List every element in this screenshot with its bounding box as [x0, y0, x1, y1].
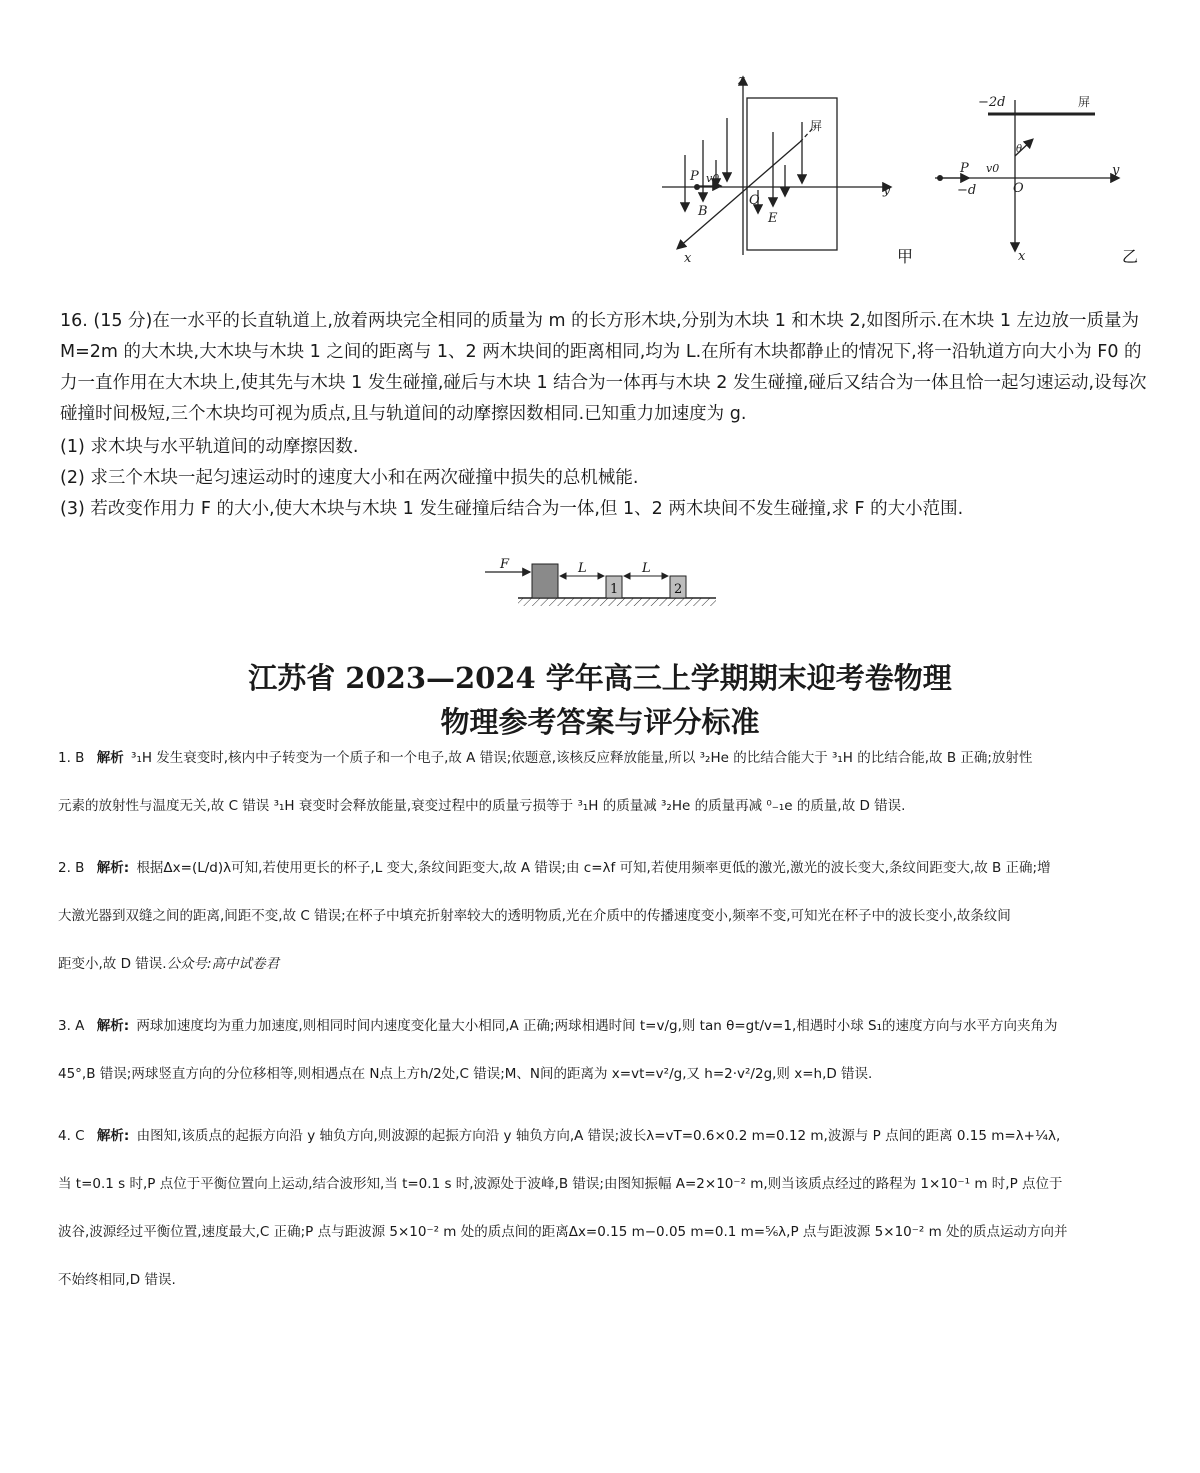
- track-hatch: [518, 598, 716, 606]
- label-v0: v0: [706, 172, 720, 185]
- label-y-yi: y: [1112, 163, 1120, 178]
- answer-number: 2. B: [58, 860, 85, 876]
- analysis-label: 解析:: [96, 860, 130, 876]
- answer-line: 45°,B 错误;两球竖直方向的分位移相等,则相遇点在 N点上方h/2处,C 错误;M、N间的距离为 x=vt=v²/g,又 h=2·v²/2g,则 x=h,D 错误.: [58, 1066, 873, 1082]
- answer-number: 1. B: [58, 750, 85, 766]
- answer-1: [58, 748, 1148, 816]
- label-theta: θ: [1016, 144, 1023, 155]
- answer-2: [58, 858, 1148, 974]
- problem-intro: 16. (15 分)在一水平的长直轨道上,放着两块完全相同的质量为 m 的长方形木块,分别为木块 1 和木块 2,如图所示.在木块 1 左边放一质量为 M=2m 的大木块,大木块与木块 1 之间的距离与 1、2 两木块间的距离相同,均为 L.在所有木块都静止的情况下,将一沿轨道方向大小为 F0 的力一直作用在大木块上,使其先与木块 1 发生碰撞,碰后与木块 1 结合为一体再与木块 2 发生碰撞,碰后又结合为一体且恰一起匀速运动,设每次碰撞时间极短,三个木块均可视为质点,且与轨道间的动摩擦因数相同.已知重力加速度为 g.: [60, 311, 1147, 424]
- analysis-label: 解析: [96, 750, 124, 766]
- answer-title: 物理参考答案与评分标准: [440, 705, 760, 739]
- answer-line: 波谷,波源经过平衡位置,速度最大,C 正确;P 点与距波源 5×10⁻² m 处的质点间的距离Δx=0.15 m−0.05 m=0.1 m=⅚λ,P 点与距波源 5×10⁻² m 处的质点运动方向并: [58, 1224, 1068, 1240]
- label-negd: −d: [957, 183, 977, 198]
- exam-title: 江苏省 2023—2024 学年高三上学期期末迎考卷物理: [248, 661, 952, 695]
- analysis-label: 解析:: [96, 1128, 130, 1144]
- label-screen-yi: 屏: [1078, 95, 1091, 109]
- label-x-yi: x: [1018, 249, 1026, 264]
- answer-line: 距变小,故 D 错误.: [58, 956, 167, 972]
- label-b: B: [698, 204, 708, 219]
- answers-section: [58, 748, 1148, 1290]
- answer-4: [58, 1126, 1148, 1290]
- label-p-yi: P: [960, 161, 969, 176]
- answer-line: 当 t=0.1 s 时,P 点位于平衡位置向上运动,结合波形知,当 t=0.1 s 时,波源处于波峰,B 错误;由图知振幅 A=2×10⁻² m,则当该质点经过的路程为 1×10⁻¹ m 时,P 点位于: [58, 1176, 1063, 1192]
- answer-line: ³₁H 发生衰变时,核内中子转变为一个质子和一个电子,故 A 错误;依题意,该核反应释放能量,所以 ³₂He 的比结合能大于 ³₁H 的比结合能,故 B 正确;放射性: [131, 750, 1033, 766]
- answer-3: [58, 1016, 1148, 1084]
- answer-number: 3. A: [58, 1018, 85, 1034]
- label-block-2: 2: [674, 582, 683, 597]
- point-p-yi: [937, 175, 943, 181]
- answer-note: 公众号:高中试卷君: [166, 956, 280, 972]
- label-p: P: [690, 169, 699, 184]
- label-o: O: [749, 193, 760, 208]
- answer-line: 两球加速度均为重力加速度,则相同时间内速度变化量大小相同,A 正确;两球相遇时间 t=v/g,则 tan θ=gt/v=1,相遇时小球 S₁的速度方向与水平方向夹角为: [136, 1018, 1058, 1034]
- answer-line: 元素的放射性与温度无关,故 C 错误 ³₁H 衰变时会释放能量,衰变过程中的质量亏损等于 ³₁H 的质量减 ³₂He 的质量再减 ⁰₋₁e 的质量,故 D 错误.: [58, 798, 906, 814]
- label-l1: L: [578, 561, 587, 576]
- analysis-label: 解析:: [96, 1018, 130, 1034]
- label-block-1: 1: [610, 582, 619, 597]
- caption-jia: 甲: [897, 247, 914, 266]
- answer-line: 大激光器到双缝之间的距离,间距不变,故 C 错误;在杯子中填充折射率较大的透明物质,光在介质中的传播速度变小,频率不变,可知光在杯子中的波长变小,故条纹间: [58, 908, 1011, 924]
- point-p: [694, 184, 700, 190]
- answer-number: 4. C: [58, 1128, 85, 1144]
- big-block: [532, 564, 558, 598]
- label-e: E: [768, 211, 778, 226]
- answer-line: 不始终相同,D 错误.: [58, 1272, 176, 1288]
- caption-yi: 乙: [1122, 247, 1139, 266]
- question-3: (3) 若改变作用力 F 的大小,使大木块与木块 1 发生碰撞后结合为一体,但 1、2 两木块间不发生碰撞,求 F 的大小范围.: [60, 499, 964, 519]
- answer-line: 根据Δx=(L/d)λ可知,若使用更长的杯子,L 变大,条纹间距变大,故 A 错误;由 c=λf 可知,若使用频率更低的激光,激光的波长变大,条纹间距变大,故 B 正确;增: [136, 860, 1051, 876]
- diagram-jia: [662, 78, 890, 255]
- label-z: z: [738, 73, 745, 88]
- question-1: (1) 求木块与水平轨道间的动摩擦因数.: [60, 437, 359, 457]
- question-2: (2) 求三个木块一起匀速运动时的速度大小和在两次碰撞中损失的总机械能.: [60, 468, 639, 488]
- label-screen: 屏: [810, 119, 823, 133]
- label-neg2d: −2d: [978, 95, 1006, 110]
- label-y: y: [883, 183, 891, 198]
- label-x: x: [684, 251, 692, 266]
- field-diagram: [650, 70, 1150, 280]
- blocks-diagram: [480, 556, 730, 610]
- screen-rect: [747, 98, 837, 250]
- label-l2: L: [642, 561, 651, 576]
- label-o-yi: O: [1013, 181, 1024, 196]
- x-axis: [678, 142, 800, 248]
- label-f: F: [500, 557, 510, 572]
- answer-line: 由图知,该质点的起振方向沿 y 轴负方向,则波源的起振方向沿 y 轴负方向,A 错误;波长λ=vT=0.6×0.2 m=0.12 m,波源与 P 点间的距离 0.15 m=λ+¼λ,: [136, 1128, 1061, 1144]
- problem-16: [60, 306, 1150, 525]
- label-v0-yi: v0: [986, 162, 1000, 175]
